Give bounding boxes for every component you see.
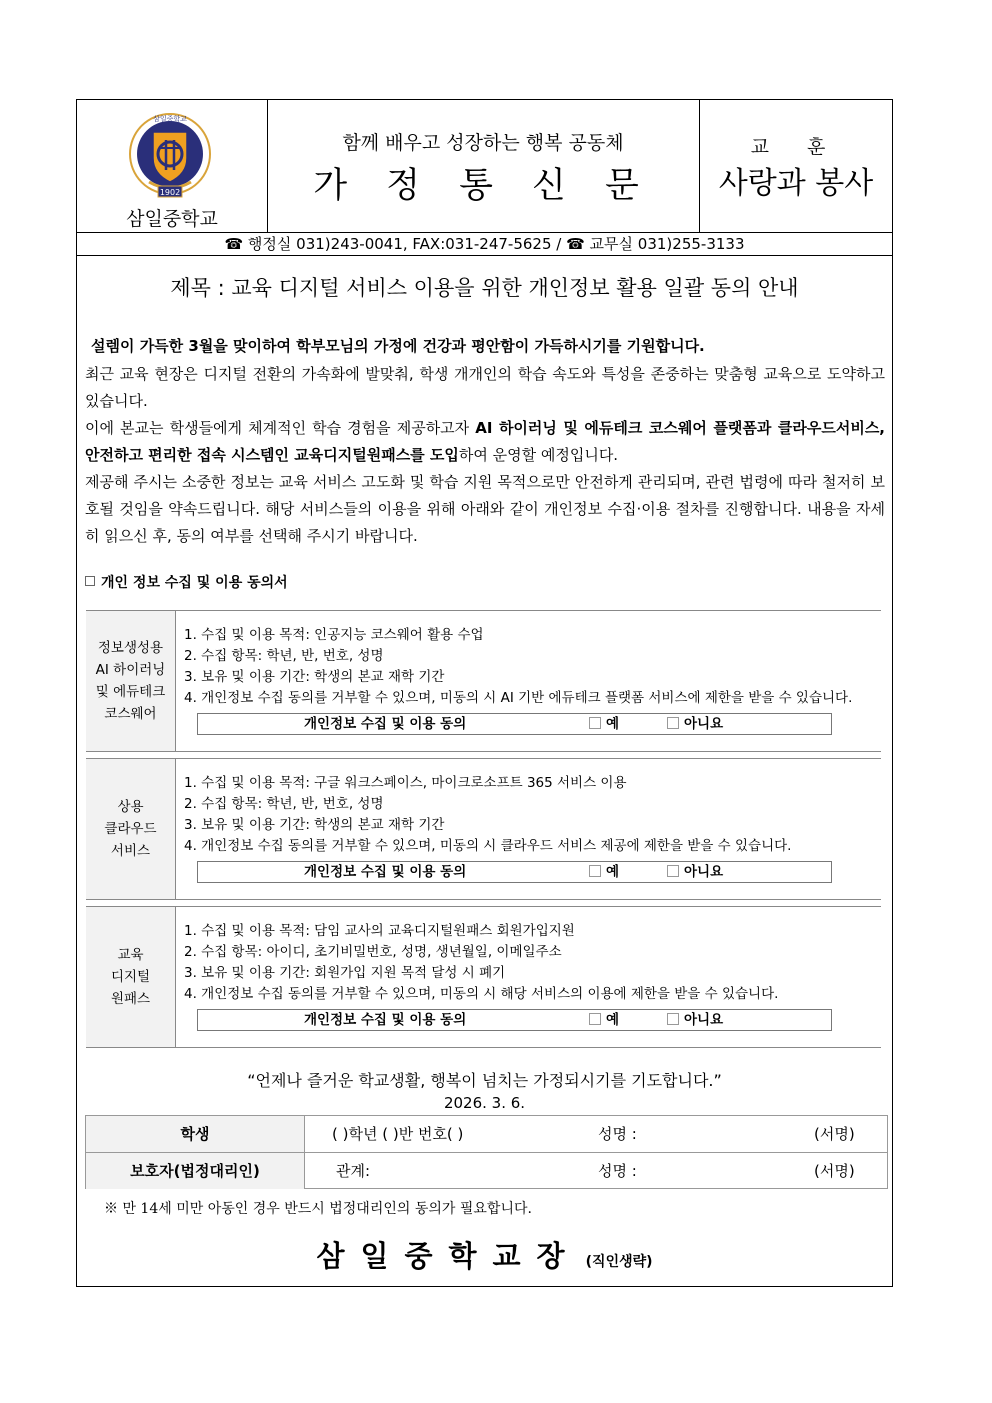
agree-yes-checkbox[interactable] [589, 714, 619, 734]
paragraph-1: 최근 교육 현장은 디지털 전환의 가속화에 발맞춰, 학생 개개인의 학습 속도와 특성을 존중하는 맞춤형 교육으로 도약하고 있습니다. [85, 365, 885, 410]
consent-category [86, 759, 176, 899]
student-row [86, 1116, 887, 1153]
paragraph-3: 제공해 주시는 소중한 정보는 교육 서비스 고도화 및 학습 지원 목적으로만 안전하게 관리되며, 관련 법령에 따라 철저히 보호될 것임을 약속드립니다. 해당 서비스들의 이용을 위해 아래와 같이 개인정보 수집·이용 절차를 진행합니다. 내용을 자세히 읽으신 후, 동의 여부를 선택해 주시기 바랍니다. [85, 473, 885, 545]
contact-info: ☎ 행정실 031)243-0041, FAX:031-247-5625 / ☎ 교무실 031)255-3133 [77, 233, 892, 256]
consent-items [184, 625, 852, 709]
category-line: 정보생성용 [97, 640, 164, 656]
category-line: 상용 [117, 799, 144, 815]
guardian-name-field[interactable]: 성명 : [598, 1162, 637, 1180]
newsletter-page [76, 99, 893, 1287]
category-line: 교육 [117, 947, 144, 963]
paragraph-2-emphasis: AI 하이러닝 및 에듀테크 코스웨어 플랫폼과 클라우드서비스, 안전하고 편리한 접속 시스템인 교육디지털원패스를 도입 [85, 419, 886, 464]
agree-yes-checkbox[interactable] [589, 1010, 619, 1030]
yes-label: 예 [606, 1012, 620, 1028]
header-table [77, 100, 892, 233]
motto-label: 교 훈 [750, 136, 842, 158]
agree-no-checkbox[interactable] [667, 714, 723, 734]
header-title-cell [267, 100, 700, 232]
category-line: 및 에듀테크 [95, 684, 166, 700]
square-bullet-icon [85, 576, 95, 586]
consent-items [184, 921, 778, 1005]
legal-guardian-note: ※ 만 14세 미만 아동인 경우 반드시 법정대리인의 동의가 필요합니다. [104, 1201, 532, 1217]
school-name: 삼일중학교 [126, 208, 218, 230]
checkbox-icon[interactable] [667, 717, 679, 729]
consent-item: 1. 수집 및 이용 목적: 구글 워크스페이스, 마이크로소프트 365 서비스 이용 [184, 775, 627, 791]
section-title [85, 572, 288, 592]
agree-label: 개인정보 수집 및 이용 동의 [304, 1012, 467, 1028]
student-name-field[interactable]: 성명 : [598, 1125, 637, 1143]
header-motto-cell [700, 100, 892, 232]
paragraph-2 [85, 415, 885, 469]
consent-block-ai-courseware [86, 610, 881, 752]
agree-no-checkbox[interactable] [667, 1010, 723, 1030]
category-line: AI 하이러닝 [95, 662, 166, 678]
school-motto: 사랑과 봉사 [718, 166, 874, 201]
header-logo-cell [77, 100, 268, 232]
consent-agree-box [197, 861, 832, 883]
student-grade-class-number-field[interactable]: ( )학년 ( )반 번호( ) [332, 1125, 464, 1143]
signature-table [85, 1115, 888, 1189]
paragraph-2-text-end: 하여 운영할 예정입니다. [458, 446, 619, 464]
checkbox-icon[interactable] [667, 1013, 679, 1025]
issue-date: 2026. 3. 6. [443, 1094, 526, 1112]
consent-item: 2. 수집 항목: 아이디, 초기비밀번호, 성명, 생년월일, 이메일주소 [184, 944, 562, 960]
closing-message: “언제나 즐거운 학교생활, 행복이 넘치는 가정되시기를 기도합니다.” [247, 1071, 722, 1090]
consent-item: 4. 개인정보 수집 동의를 거부할 수 있으며, 미동의 시 AI 기반 에듀테크 플랫폼 서비스에 제한을 받을 수 있습니다. [184, 690, 853, 706]
paragraph-2-text: 이에 본교는 학생들에게 체계적인 학습 경험을 제공하고자 [85, 419, 476, 437]
student-label: 학생 [86, 1116, 305, 1152]
consent-item: 1. 수집 및 이용 목적: 담임 교사의 교육디지털원패스 회원가입지원 [184, 923, 575, 939]
guardian-row [86, 1153, 887, 1189]
school-slogan: 함께 배우고 성장하는 행복 공동체 [342, 132, 624, 154]
student-signature-field[interactable]: (서명) [814, 1125, 855, 1143]
consent-items [184, 773, 791, 857]
seal-omitted-note: (직인생략) [585, 1254, 653, 1270]
category-line: 클라우드 [104, 821, 157, 837]
checkbox-icon[interactable] [589, 717, 601, 729]
no-label: 아니요 [684, 716, 724, 732]
document-title: 가 정 통 신 문 [313, 166, 653, 206]
category-line: 원패스 [110, 991, 151, 1007]
yes-label: 예 [606, 716, 620, 732]
guardian-signature-field[interactable]: (서명) [814, 1162, 855, 1180]
category-line: 서비스 [110, 843, 151, 859]
consent-category [86, 907, 176, 1047]
consent-agree-box [197, 713, 832, 735]
consent-item: 2. 수집 항목: 학년, 반, 번호, 성명 [184, 796, 384, 812]
school-emblem-icon [123, 110, 217, 202]
greeting-text: 설렘이 가득한 3월을 맞이하여 학부모님의 가정에 건강과 평안함이 가득하시기를 기원합니다. [91, 337, 705, 355]
guardian-relation-field[interactable]: 관계: [336, 1162, 371, 1180]
consent-item: 2. 수집 항목: 학년, 반, 번호, 성명 [184, 648, 384, 664]
consent-agree-box [197, 1009, 832, 1031]
principal-signature [77, 1234, 892, 1275]
agree-no-checkbox[interactable] [667, 862, 723, 882]
svg-text:1902: 1902 [159, 188, 181, 197]
consent-item: 4. 개인정보 수집 동의를 거부할 수 있으며, 미동의 시 해당 서비스의 이용에 제한을 받을 수 있습니다. [184, 986, 779, 1002]
consent-block-cloud [86, 758, 881, 900]
category-line: 코스웨어 [104, 706, 157, 722]
consent-category [86, 611, 176, 751]
consent-block-onepass [86, 906, 881, 1048]
checkbox-icon[interactable] [589, 1013, 601, 1025]
agree-label: 개인정보 수집 및 이용 동의 [304, 864, 467, 880]
no-label: 아니요 [684, 864, 724, 880]
svg-text:삼일중학교: 삼일중학교 [153, 115, 187, 123]
no-label: 아니요 [684, 1012, 724, 1028]
consent-item: 3. 보유 및 이용 기간: 학생의 본교 재학 기간 [184, 669, 445, 685]
yes-label: 예 [606, 864, 620, 880]
category-line: 디지털 [110, 969, 151, 985]
checkbox-icon[interactable] [667, 865, 679, 877]
consent-item: 4. 개인정보 수집 동의를 거부할 수 있으며, 미동의 시 클라우드 서비스 제공에 제한을 받을 수 있습니다. [184, 838, 792, 854]
agree-yes-checkbox[interactable] [589, 862, 619, 882]
section-title-text: 개인 정보 수집 및 이용 동의서 [101, 575, 288, 591]
guardian-label: 보호자(법정대리인) [86, 1153, 305, 1189]
subject-heading: 제목 : 교육 디지털 서비스 이용을 위한 개인정보 활용 일괄 동의 안내 [170, 276, 799, 300]
principal-name: 삼일중학교장 [316, 1239, 581, 1273]
consent-item: 3. 보유 및 이용 기간: 회원가입 지원 목적 달성 시 폐기 [184, 965, 506, 981]
agree-label: 개인정보 수집 및 이용 동의 [304, 716, 467, 732]
consent-item: 3. 보유 및 이용 기간: 학생의 본교 재학 기간 [184, 817, 445, 833]
consent-item: 1. 수집 및 이용 목적: 인공지능 코스웨어 활용 수업 [184, 627, 484, 643]
checkbox-icon[interactable] [589, 865, 601, 877]
